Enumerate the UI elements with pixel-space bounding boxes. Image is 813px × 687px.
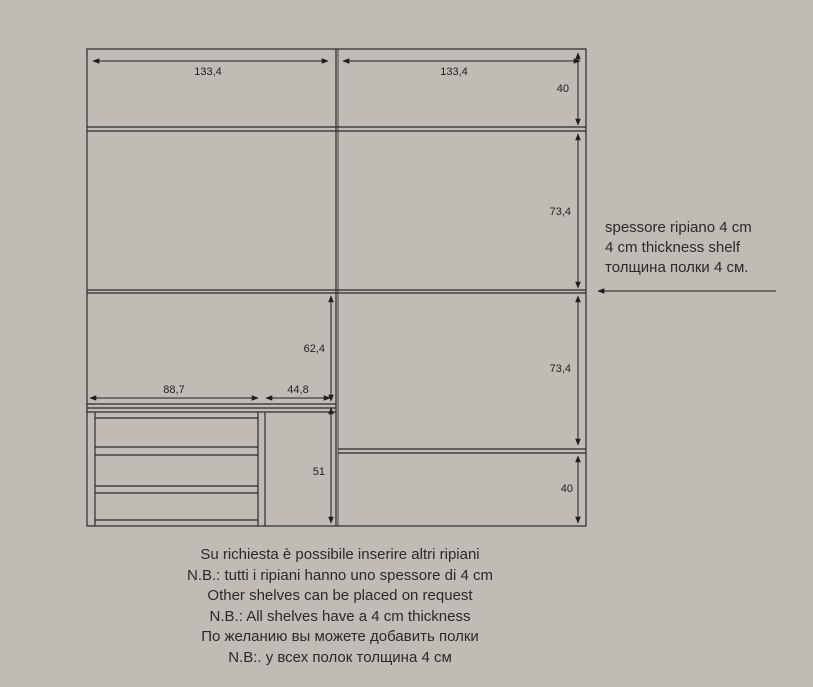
shelf-thickness-note [605, 218, 752, 278]
dim-label-top-left: 133,4 [194, 66, 222, 78]
note-line: N.B.: tutti i ripiani hanno uno spessore di 4 cm [187, 566, 493, 584]
note-line: Su richiesta è possibile inserire altri ripiani [200, 546, 480, 563]
dim-label-upper-right: 73,4 [549, 206, 571, 218]
dim-label-bottom-right: 40 [560, 483, 573, 495]
dim-label-drawer-height: 51 [312, 466, 325, 478]
shelf-note-english: 4 cm thickness shelf [605, 239, 741, 256]
dim-label-middle-right: 73,4 [549, 363, 571, 375]
bottom-notes [90, 545, 590, 668]
note-line: Other shelves can be placed on request [207, 587, 473, 604]
note-line: N.B:. у всех полок толщина 4 см [228, 648, 452, 666]
dim-label-top-right: 133,4 [440, 66, 468, 78]
dim-label-drawer-width: 88,7 [163, 384, 185, 396]
note-line: N.B.: All shelves have a 4 cm thickness [209, 607, 471, 625]
dim-label-left-compartment: 62,4 [303, 343, 325, 355]
shelf-note-italian: spessore ripiano 4 cm [605, 219, 752, 236]
dim-label-top-height: 40 [556, 83, 569, 95]
shelf-note-russian: толщина полки 4 см. [605, 259, 749, 276]
dimension-labels [163, 66, 573, 495]
note-line: По желанию вы можете добавить полки [201, 628, 479, 645]
dim-label-side-space: 44,8 [287, 384, 309, 396]
cabinet-outline [87, 49, 586, 526]
